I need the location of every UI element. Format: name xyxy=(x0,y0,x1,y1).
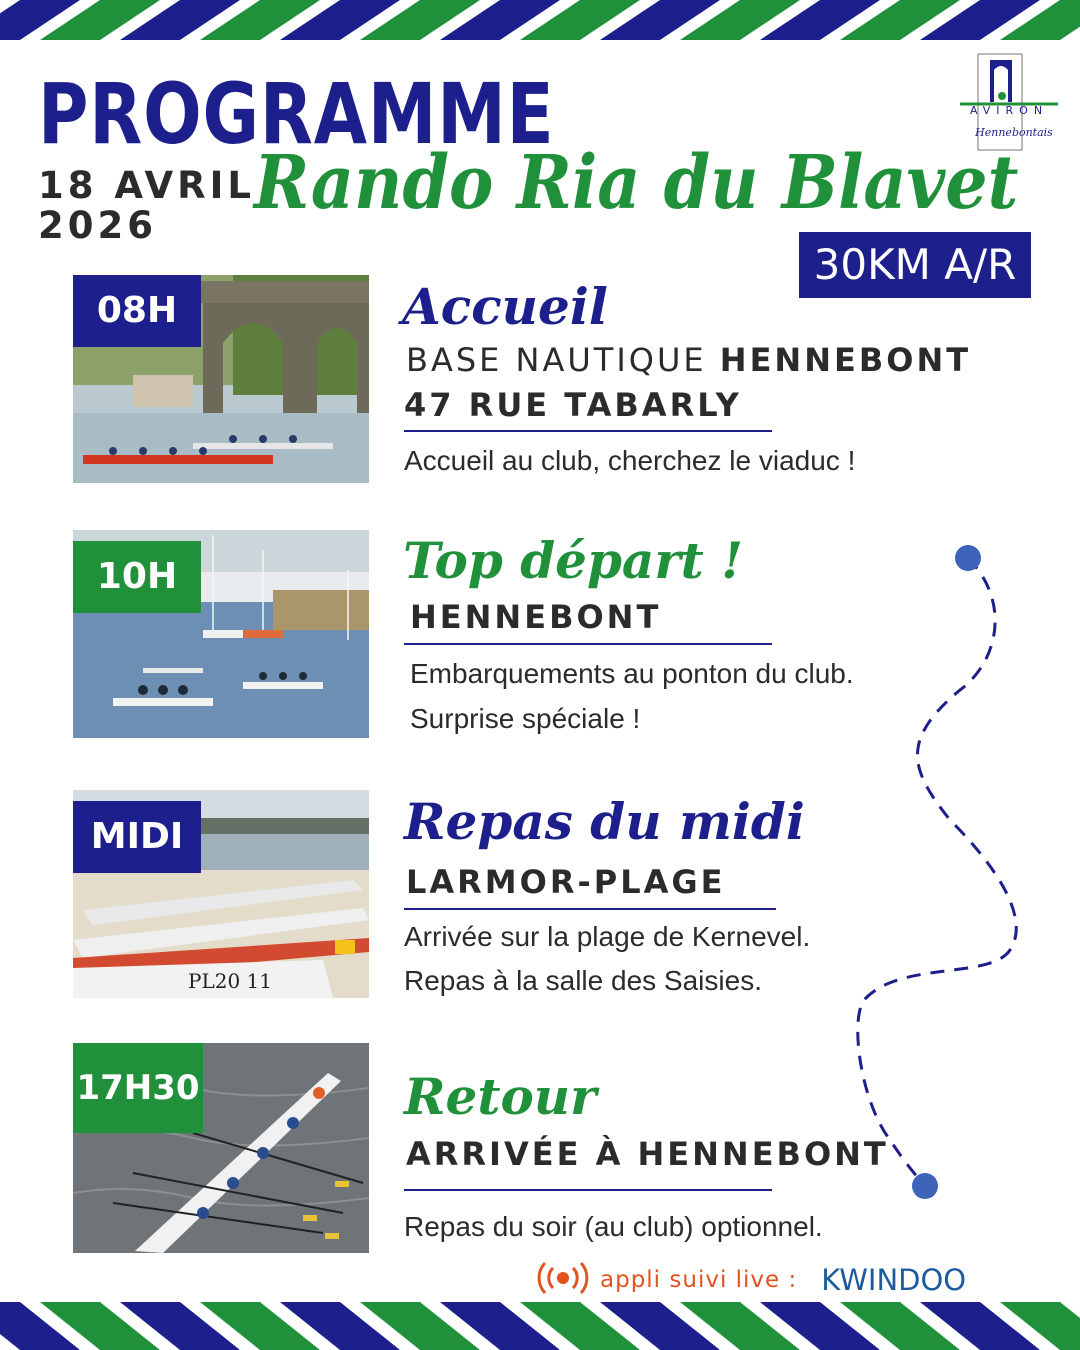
step-description-retour: Repas du soir (au club) optionnel. xyxy=(404,1211,823,1242)
distance-badge: 30KM A/R xyxy=(799,232,1031,298)
event-date xyxy=(38,166,255,246)
kwindoo-brand: KWINDOO xyxy=(821,1263,967,1297)
step-location-retour: ARRIVÉE À HENNEBONT xyxy=(406,1135,889,1173)
route-path-decoration xyxy=(840,540,1040,1200)
page-title: PROGRAMME xyxy=(38,65,555,163)
time-badge-midi: MIDI xyxy=(73,801,201,873)
event-date-day: 18 AVRIL xyxy=(38,164,255,207)
step-location-repas: LARMOR-PLAGE xyxy=(406,863,726,901)
logo-subtitle: Hennebontais xyxy=(975,126,1053,139)
location-bold: HENNEBONT xyxy=(719,341,972,379)
step-description-repas-1: Arrivée sur la plage de Kernevel. xyxy=(404,921,811,952)
time-badge-1000: 10H xyxy=(73,541,201,613)
top-stripe-border xyxy=(0,0,1080,40)
divider xyxy=(404,908,776,910)
divider xyxy=(404,430,772,432)
divider xyxy=(404,643,772,645)
step-address-accueil: 47 RUE TABARLY xyxy=(404,386,742,424)
event-date-year: 2026 xyxy=(38,204,157,247)
step-title-retour: Retour xyxy=(404,1067,597,1126)
location-prefix: BASE NAUTIQUE xyxy=(406,341,720,379)
divider xyxy=(404,1189,772,1191)
live-tracking-label: appli suivi live : xyxy=(600,1267,798,1293)
step-title-repas: Repas du midi xyxy=(404,792,805,851)
step-description-repas-2: Repas à la salle des Saisies. xyxy=(404,965,762,996)
route-start-dot xyxy=(955,545,981,571)
broadcast-icon xyxy=(536,1262,590,1298)
step-location-accueil xyxy=(406,340,971,380)
step-description-accueil: Accueil au club, cherchez le viaduc ! xyxy=(404,445,856,476)
svg-text:PL20 11: PL20 11 xyxy=(188,969,272,993)
live-tracking-footer xyxy=(536,1262,966,1298)
event-name: Rando Ria du Blavet xyxy=(254,140,1019,226)
time-badge-0800: 08H xyxy=(73,275,201,347)
logo-name: AVIRON xyxy=(969,104,1049,117)
route-end-dot xyxy=(912,1173,938,1199)
step-title-depart: Top départ ! xyxy=(403,531,744,590)
step-description-depart-2: Surprise spéciale ! xyxy=(410,703,641,734)
step-location-depart: HENNEBONT xyxy=(410,598,662,636)
time-badge-1730: 17H30 xyxy=(73,1043,203,1133)
club-logo xyxy=(956,50,1062,160)
step-title-accueil: Accueil xyxy=(402,277,608,336)
bottom-stripe-border xyxy=(0,1302,1080,1350)
step-description-depart-1: Embarquements au ponton du club. xyxy=(410,658,854,689)
